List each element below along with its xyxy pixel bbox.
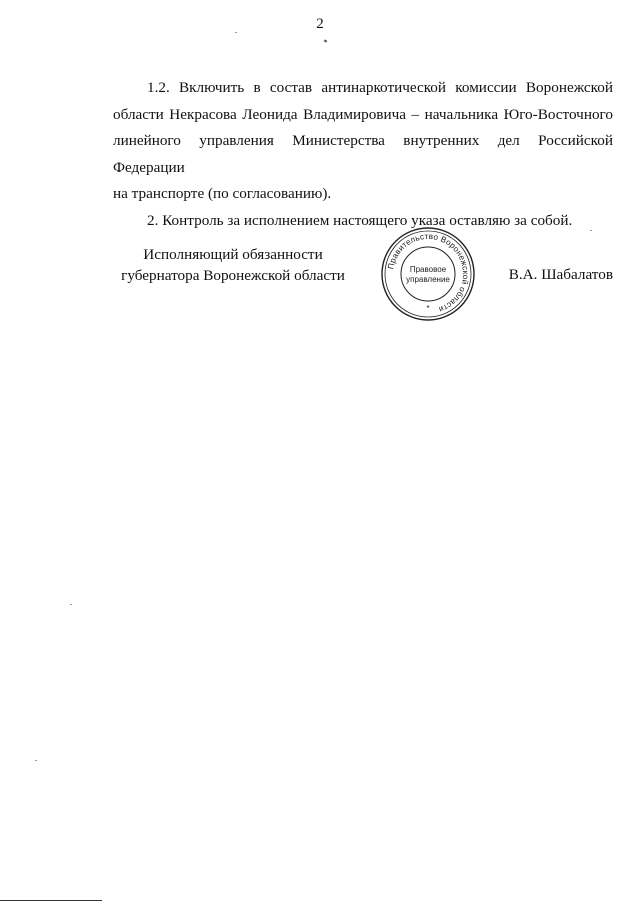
scan-speck [590, 230, 592, 231]
stamp-center-line-1: Правовое [409, 265, 447, 274]
signature-block [113, 244, 613, 324]
scan-speck [70, 604, 72, 605]
scan-speck [235, 32, 237, 33]
scan-speck [35, 760, 37, 761]
signatory-title-line-2: губернатора Воронежской области [121, 267, 345, 284]
signatory-title [113, 244, 353, 286]
paragraph-1-line-3: линейного управления Министерства внутренних дел Российской Федерации [113, 132, 613, 176]
paragraph-1-line-2: области Некрасова Леонида Владимировича – начальника Юго-Восточного [113, 105, 613, 123]
stamp-star-mark: * [426, 304, 430, 313]
official-stamp [380, 226, 476, 322]
stamp-center-line-2: управление [406, 275, 450, 284]
scan-speck [324, 39, 328, 42]
signatory-title-line-1: Исполняющий обязанности [143, 246, 323, 263]
paragraph-1-line-4: на транспорте (по согласованию). [113, 185, 332, 202]
stamp-inner-ring [401, 247, 455, 301]
paragraph-1-line-1: 1.2. Включить в состав антинаркотической комиссии Воронежской [147, 79, 613, 96]
footer-rule [0, 900, 102, 901]
document-body [113, 75, 613, 234]
page-number: 2 [316, 16, 324, 32]
paragraph-1 [113, 75, 613, 208]
stamp-ring-text: Правительство Воронежской области [386, 231, 471, 315]
signatory-name: В.А. Шабалатов [508, 266, 613, 283]
paragraph-2: 2. Контроль за исполнением настоящего указа оставляю за собой. [147, 211, 573, 229]
